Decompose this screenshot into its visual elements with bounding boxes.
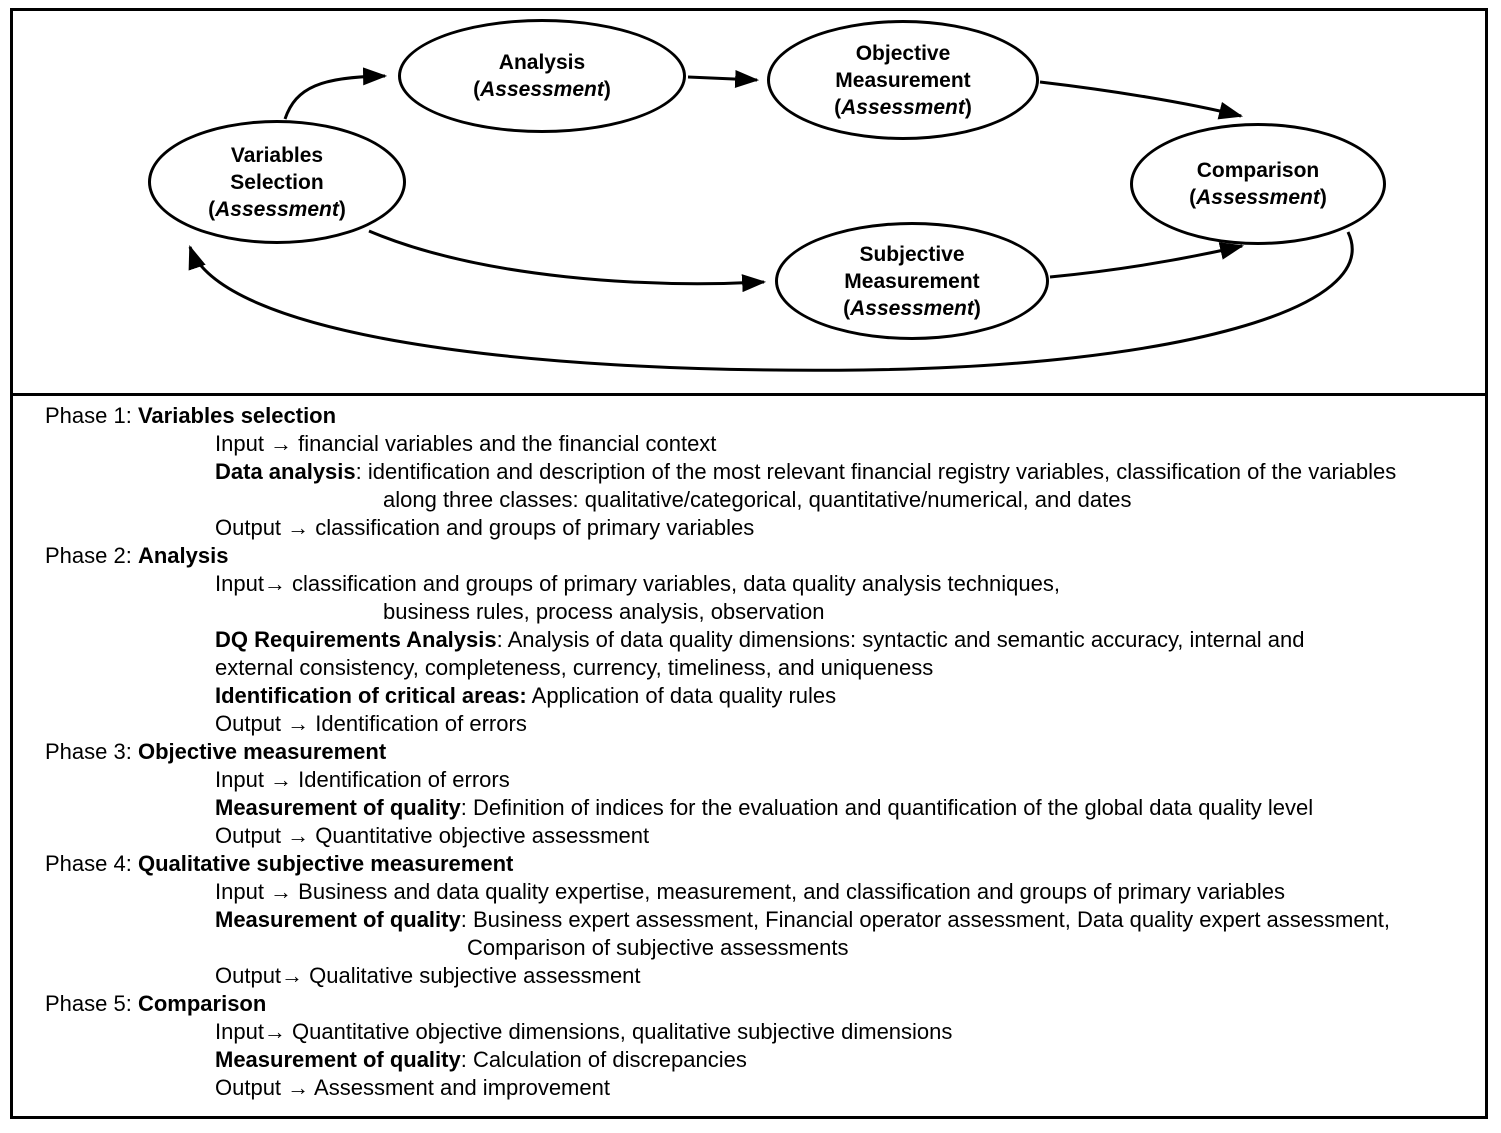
node-label: Objective Measurement (Assessment)	[834, 41, 972, 119]
arrow-variables-selection-to-subjective-measurement	[369, 231, 764, 284]
arrow-variables-selection-to-analysis	[285, 76, 385, 119]
phase-label: Phase 3:	[45, 739, 138, 764]
phase-line: Measurement of quality: Definition of indices for the evaluation and quantification of the global data quality level	[215, 795, 1314, 820]
phase-title: Analysis	[137, 543, 229, 568]
node-comparison	[1130, 123, 1386, 245]
phase-line: Input→ classification and groups of primary variables, data quality analysis techniques,	[215, 571, 1061, 596]
phase-header	[45, 542, 1471, 570]
node-label: Variables Selection (Assessment)	[208, 143, 346, 221]
node-objective-measurement	[767, 20, 1039, 140]
node-label: Comparison (Assessment)	[1189, 159, 1327, 209]
phase-header	[45, 990, 1471, 1018]
node-label: Analysis (Assessment)	[473, 51, 611, 101]
phase-label: Phase 5:	[45, 991, 138, 1016]
phase-title: Comparison	[137, 991, 267, 1016]
phase-header	[45, 402, 1471, 430]
phase-label: Phase 4:	[45, 851, 138, 876]
node-variables-selection	[148, 120, 406, 244]
arrow-comparison-to-variables-selection	[190, 232, 1352, 370]
arrow-analysis-to-objective-measurement	[688, 77, 757, 80]
phase-line: Comparison of subjective assessments	[467, 935, 849, 960]
phase-line: Output→ Qualitative subjective assessment	[215, 963, 641, 988]
phase-line: Identification of critical areas: Application of data quality rules	[215, 683, 837, 708]
phase-label: Phase 2:	[45, 543, 138, 568]
phase-line: Input→ Quantitative objective dimensions, qualitative subjective dimensions	[215, 1019, 953, 1044]
phase-line: external consistency, completeness, currency, timeliness, and uniqueness	[215, 655, 934, 680]
phase-header	[45, 738, 1471, 766]
node-label: Subjective Measurement (Assessment)	[843, 242, 981, 320]
phase-line: Data analysis: identification and description of the most relevant financial registry variables, classification of the variables	[215, 459, 1397, 484]
phase-line: Measurement of quality: Business expert assessment, Financial operator assessment, Data quality expert assessment,	[215, 907, 1391, 932]
phase-label: Phase 1:	[45, 403, 138, 428]
phase-line: Input → financial variables and the financial context	[215, 431, 717, 456]
phase-line: Output → classification and groups of primary variables	[215, 515, 755, 540]
phase-line: Measurement of quality: Calculation of discrepancies	[215, 1047, 747, 1072]
phase-line: business rules, process analysis, observation	[383, 599, 825, 624]
arrow-subjective-measurement-to-comparison	[1050, 246, 1242, 277]
phase-list	[13, 396, 1485, 1102]
node-analysis	[398, 19, 686, 133]
phase-title: Objective measurement	[137, 739, 387, 764]
phase-line: along three classes: qualitative/categorical, quantitative/numerical, and dates	[383, 487, 1132, 512]
phase-line: Input → Business and data quality expertise, measurement, and classification and groups of primary variables	[215, 879, 1286, 904]
phase-title: Variables selection	[137, 403, 337, 428]
node-subjective-measurement	[775, 222, 1049, 340]
phase-title: Qualitative subjective measurement	[137, 851, 514, 876]
process-cycle-diagram	[13, 11, 1485, 396]
phase-line: Output → Identification of errors	[215, 711, 527, 736]
phase-line: Output → Assessment and improvement	[215, 1075, 610, 1100]
phase-line: Output → Quantitative objective assessment	[215, 823, 650, 848]
figure-frame	[10, 8, 1488, 1119]
phase-line: Input → Identification of errors	[215, 767, 510, 792]
phase-header	[45, 850, 1471, 878]
phase-line: DQ Requirements Analysis: Analysis of data quality dimensions: syntactic and semantic accuracy, internal and	[215, 627, 1305, 652]
arrow-objective-measurement-to-comparison	[1040, 82, 1241, 116]
